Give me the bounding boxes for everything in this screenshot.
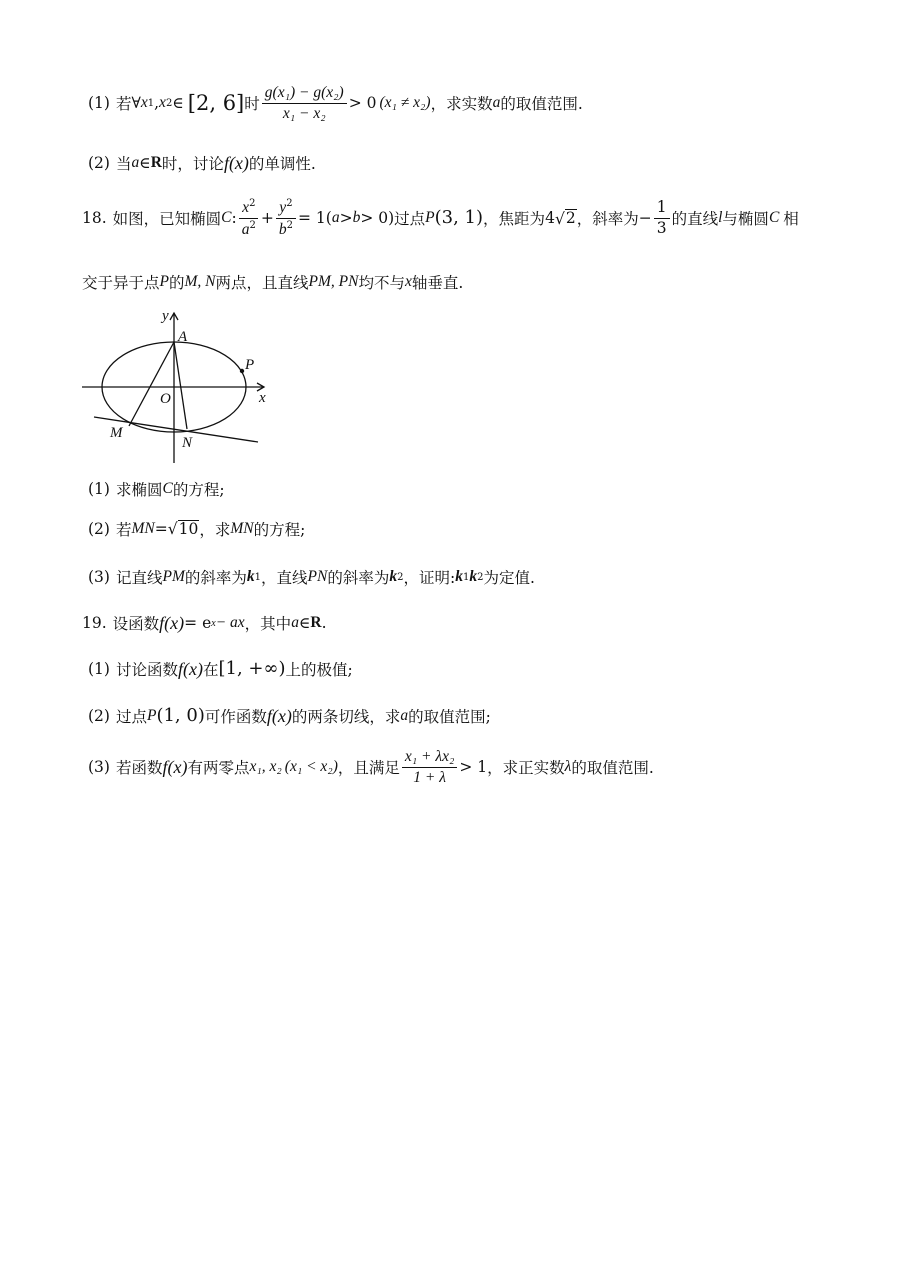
q18-statement — [82, 198, 799, 239]
range-text: 的取值范围; — [408, 708, 491, 726]
set-R: R — [150, 154, 162, 171]
lines-PM-PN: PM, PN — [308, 273, 359, 290]
slope-one-third — [654, 199, 670, 238]
of-text: 的 — [168, 274, 185, 292]
line-MN: MN — [230, 520, 254, 537]
var-a: a — [492, 94, 501, 112]
q18-p1-text: 求椭圆 — [115, 481, 163, 499]
q18-part2 — [88, 518, 305, 540]
var-x: x — [159, 94, 166, 112]
func-f-x: f(x) — [266, 706, 292, 726]
var-k: k — [455, 568, 463, 585]
q18-statement-line2 — [82, 271, 463, 293]
line-PN: PN — [307, 568, 328, 585]
numerator-1: 1 — [654, 199, 670, 219]
q19-number: 19. — [82, 614, 107, 632]
point-1-0: (1, 0) — [156, 705, 205, 726]
label-M: M — [110, 425, 123, 441]
var-x: x — [242, 199, 250, 216]
q18-p1-equation: 的方程; — [172, 481, 225, 499]
forall-symbol: ∀ — [131, 94, 141, 113]
q17-p1-range: 的取值范围. — [500, 95, 583, 114]
q17-p1-text: 若 — [115, 95, 132, 114]
q19-p3-number: (3) — [88, 758, 110, 777]
var-y: y — [279, 199, 287, 216]
exp-2: 2 — [286, 219, 293, 231]
colon: : — [231, 209, 237, 228]
ellipse-x-term — [239, 198, 259, 239]
minus-ax: − ax — [215, 614, 245, 631]
segment-MN: MN — [131, 520, 155, 537]
two-tangents-text: 的两条切线，求 — [291, 708, 401, 726]
q18-p2-equation: 的方程; — [253, 521, 306, 539]
q19-statement — [82, 612, 327, 634]
prove-text: ，证明: — [403, 569, 456, 587]
sqrt-2: √ 2 — [554, 208, 576, 228]
point-P-dot — [240, 369, 244, 373]
q17-p1-when: 时 — [244, 95, 260, 114]
var-a: a — [331, 209, 340, 227]
focal-coefficient: 4 — [545, 209, 555, 228]
q17-p2-discuss: 时，讨论 — [161, 155, 224, 173]
q18-number: 18. — [82, 209, 107, 228]
where-text: ，其中 — [244, 615, 292, 633]
label-O: O — [160, 391, 171, 407]
point-P: P — [146, 707, 157, 724]
range-text: 的取值范围. — [571, 759, 654, 778]
q19-text: 设函数 — [112, 615, 160, 633]
label-N: N — [182, 435, 193, 451]
var-l: l — [718, 209, 723, 227]
greater-than-zero: > 0) — [360, 209, 395, 228]
q18-p2-text: 若 — [115, 521, 132, 539]
intersect-text: 交于异于点 — [82, 274, 160, 292]
sqrt-10: √ 10 — [167, 519, 199, 539]
axis-perpendicular-text: 轴垂直. — [411, 274, 464, 292]
interval-1-inf: [1, +∞) — [218, 658, 286, 679]
slope-is: 的斜率为 — [327, 569, 390, 587]
var-C: C — [221, 209, 232, 227]
q17-p1-number: (1) — [88, 94, 110, 113]
sub-2: 2 — [165, 97, 173, 109]
exp-2: 2 — [249, 219, 256, 231]
q19-p1-text: 讨论函数 — [115, 661, 178, 679]
sub-2: 2 — [397, 571, 404, 583]
extremum-text: 上的极值; — [285, 661, 353, 679]
q19-part1 — [88, 658, 353, 680]
point-3-1: (3, 1) — [434, 207, 484, 229]
var-b: b — [278, 220, 287, 238]
slope-label: ，斜率为 — [576, 210, 639, 229]
radicand: 2 — [565, 208, 576, 227]
plus-sign: + — [260, 209, 274, 228]
two-points-text: 两点，且直线 — [215, 274, 309, 292]
q17-p2-number: (2) — [88, 154, 110, 172]
sub-1: 1 — [147, 97, 155, 109]
q18-part3 — [88, 566, 535, 588]
point-P: P — [159, 273, 169, 290]
fraction-numerator: x₁ + λx₂ — [402, 748, 457, 768]
points-M-N: M, N — [184, 273, 216, 290]
ellipse-figure — [78, 305, 288, 465]
q17-p2-text: 当 — [115, 155, 132, 173]
greater-than-one: > 1 — [459, 758, 488, 777]
label-x: x — [259, 390, 266, 406]
in-symbol: ∈ — [139, 154, 151, 172]
exp-2: 2 — [249, 198, 256, 209]
var-k: k — [246, 568, 255, 585]
comma: , — [154, 94, 160, 113]
line-PM: PM — [162, 568, 185, 585]
q18-part1 — [88, 478, 225, 500]
q19-p2-text: 过点 — [115, 708, 147, 726]
tangent-text: 可作函数 — [204, 708, 267, 726]
fraction-denominator: 1 + λ — [413, 768, 446, 786]
passes-through: 过点 — [394, 210, 426, 229]
denominator-3: 3 — [656, 218, 667, 237]
q18-p1-number: (1) — [88, 480, 110, 498]
is-constant: 为定值. — [483, 569, 535, 587]
exp-x: x — [211, 617, 216, 629]
label-A: A — [178, 329, 188, 345]
var-C: C — [768, 209, 780, 227]
q17-part2 — [88, 152, 316, 174]
focal-length-label: ，焦距为 — [483, 210, 546, 229]
minus-sign: − — [638, 209, 652, 228]
with-ellipse: 与椭圆 — [722, 210, 769, 229]
q17-p2-monotonic: 的单调性. — [248, 155, 316, 173]
equals-e: = e — [184, 614, 212, 632]
func-f-x: f(x) — [159, 613, 185, 633]
q18-p3-text: 记直线 — [115, 569, 163, 587]
label-P: P — [245, 357, 255, 373]
label-y: y — [162, 308, 169, 324]
q19-p2-number: (2) — [88, 707, 110, 725]
two-zeros-text: 有两零点 — [187, 759, 250, 778]
q19-part2 — [88, 705, 491, 727]
on-text: 在 — [202, 661, 219, 679]
q18-continue: 相 — [783, 210, 799, 229]
q17-part1 — [88, 84, 583, 123]
line-label: 的直线 — [671, 210, 719, 229]
fraction-numerator: g(x₁) − g(x₂) — [262, 84, 347, 104]
order-x1-lt-x2: (x₁ < x₂) — [284, 758, 338, 776]
q18-p3-number: (3) — [88, 568, 110, 586]
var-x: x — [404, 273, 412, 290]
q19-p3-text: 若函数 — [115, 759, 163, 778]
var-k: k — [469, 568, 478, 585]
q18-text: 如图，已知椭圆 — [112, 210, 222, 229]
difference-quotient — [262, 84, 347, 123]
var-a: a — [400, 707, 409, 724]
var-b: b — [352, 209, 361, 227]
var-C: C — [162, 480, 173, 497]
q19-part3 — [88, 748, 654, 787]
var-a: a — [291, 614, 299, 631]
fraction-denominator: x₁ − x₂ — [282, 104, 326, 122]
sub-2: 2 — [477, 571, 484, 583]
ellipse-y-term — [276, 198, 296, 239]
weighted-average — [402, 748, 457, 787]
var-k: k — [389, 568, 398, 585]
exp-2: 2 — [286, 198, 293, 209]
greater-than: > — [339, 209, 353, 228]
period: . — [321, 614, 327, 632]
condition-x1-ne-x2: (x₁ ≠ x₂) — [379, 94, 431, 112]
func-f-x: f(x) — [223, 153, 249, 173]
var-a: a — [241, 220, 250, 238]
set-R: R — [310, 614, 322, 631]
sub-1: 1 — [462, 571, 470, 583]
positive-real-text: ，求正实数 — [487, 759, 565, 778]
line-text: ，直线 — [261, 569, 308, 587]
equals: = — [154, 520, 168, 538]
interval-2-6: [2, 6] — [187, 90, 245, 115]
q18-p2-find: ，求 — [199, 521, 231, 539]
radicand: 10 — [178, 519, 199, 538]
func-f-x: f(x) — [177, 659, 203, 679]
q17-p1-ask: ，求实数 — [430, 95, 493, 114]
q19-p1-number: (1) — [88, 660, 110, 678]
segment-AM — [129, 342, 174, 426]
var-lambda: λ — [564, 758, 572, 776]
var-x: x — [140, 94, 148, 112]
sub-1: 1 — [254, 571, 262, 583]
in-symbol: ∈ — [298, 614, 311, 632]
greater-than-zero: > 0 — [348, 94, 377, 113]
segment-AN — [174, 342, 187, 429]
slope-is: 的斜率为 — [184, 569, 247, 587]
var-a: a — [131, 154, 140, 171]
equals-one: = 1( — [298, 209, 332, 228]
not-with-text: 均不与 — [358, 274, 405, 292]
func-f-x: f(x) — [162, 757, 188, 778]
in-symbol: ∈ — [172, 94, 184, 113]
satisfies-text: ，且满足 — [337, 759, 400, 778]
point-P: P — [425, 209, 435, 227]
zeros-x1-x2: x₁, x₂ — [249, 758, 282, 776]
q18-p2-number: (2) — [88, 520, 110, 538]
